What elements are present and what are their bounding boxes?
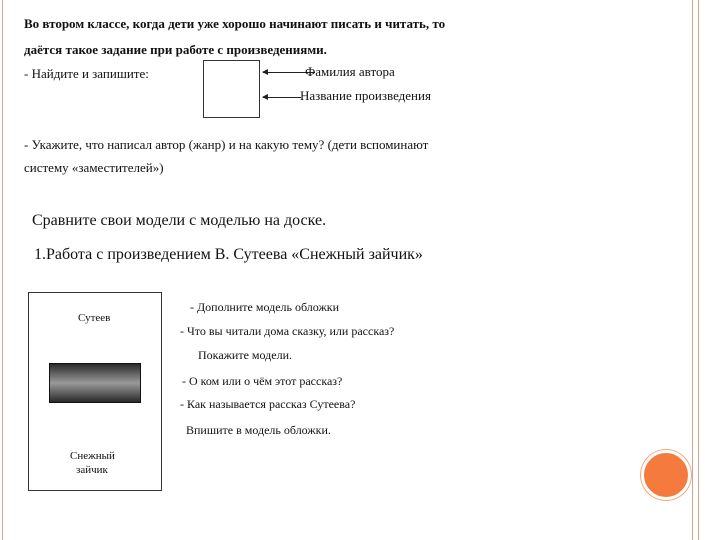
cover-title-line-2: зайчик [76, 464, 108, 476]
cover-genre-symbol [49, 363, 141, 403]
intro-line-2: даётся такое задание при работе с произведениями. [24, 42, 327, 57]
work-heading: 1.Работа с произведением В. Сутеева «Снежный зайчик» [34, 246, 423, 263]
label-work-title: Название произведения [300, 88, 431, 103]
slide-frame-left [2, 0, 3, 540]
decorative-circle-icon [641, 450, 691, 500]
question-item: Покажите модели. [198, 348, 293, 362]
task-genre-line-1: - Укажите, что написал автор (жанр) и на какую тему? (дети вспоминают [24, 137, 429, 152]
question-item: - Что вы читали дома сказку, или рассказ? [180, 324, 395, 338]
cover-title-line-1: Снежный [70, 450, 115, 462]
label-author-surname: Фамилия автора [305, 64, 395, 79]
cover-author-label: Сутеев [78, 312, 111, 324]
task-genre-line-2: систему «заместителей») [24, 160, 164, 175]
slide-frame-right-outer [692, 0, 693, 540]
intro-line-1: Во втором классе, когда дети уже хорошо начинают писать и читать, то [24, 16, 446, 31]
compare-models-text: Сравните свои модели с моделью на доске. [32, 212, 327, 229]
task-find-prompt: - Найдите и запишите: [24, 66, 149, 81]
question-item: - Как называется рассказ Сутеева? [180, 397, 356, 411]
question-item: - О ком или о чём этот рассказ? [182, 374, 343, 388]
question-item: Впишите в модель обложки. [186, 423, 331, 437]
arrow-left-icon [263, 97, 301, 98]
question-item: - Дополните модель обложки [190, 300, 340, 314]
slide-frame-right-inner [698, 0, 699, 540]
model-box-empty [203, 60, 260, 118]
